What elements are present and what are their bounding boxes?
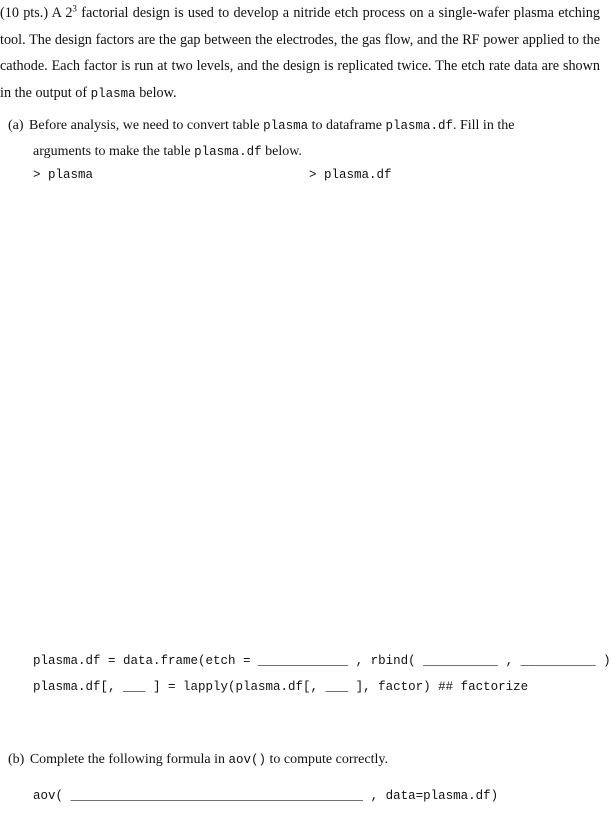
right-prompt: > plasma.df — [309, 168, 392, 182]
intro-text-c: below. — [135, 84, 177, 101]
part-a-text-2b: below. — [261, 144, 302, 159]
intro-text-a: A 2 — [48, 5, 73, 21]
aov-line — [33, 789, 498, 803]
part-b-code: aov() — [228, 753, 267, 767]
part-a-line1 — [8, 118, 514, 134]
code-line-1 — [33, 654, 611, 668]
part-a-text-1c: . Fill in the — [452, 118, 515, 133]
blank-rbind-1[interactable]: __________ — [423, 654, 499, 668]
points-label: (10 pts.) — [0, 5, 49, 21]
part-a-code-plasma-df: plasma.df — [385, 119, 453, 133]
code-1c: ) — [595, 654, 611, 668]
part-a-code-plasma-df-2: plasma.df — [194, 145, 262, 159]
part-b-label: (b) — [8, 752, 25, 767]
part-a-code-plasma: plasma — [263, 119, 309, 133]
code-2c: ], factor) ## factorize — [348, 680, 529, 694]
part-a-text-2a: arguments to make the table — [33, 144, 195, 159]
aov-b: , data=plasma.df) — [363, 789, 499, 803]
part-a-text-1a: Before analysis, we need to convert table — [29, 118, 264, 133]
blank-cols-1[interactable]: ___ — [123, 680, 146, 694]
code-line-2 — [33, 680, 528, 694]
intro-paragraph — [0, 0, 600, 107]
part-b-text-b: to compute correctly. — [266, 752, 388, 767]
part-a-label: (a) — [8, 118, 24, 133]
part-b-line — [8, 752, 388, 768]
aov-a: aov( — [33, 789, 71, 803]
code-2a: plasma.df[, — [33, 680, 124, 694]
blank-formula[interactable]: _______________________________________ — [70, 789, 364, 803]
part-b-text-a: Complete the following formula in — [29, 752, 229, 767]
part-a-text-1b: to dataframe — [308, 118, 386, 133]
blank-rbind-2[interactable]: __________ — [520, 654, 596, 668]
code-1b: , rbind( — [348, 654, 424, 668]
left-prompt: > plasma — [33, 168, 94, 182]
code-1a: plasma.df = data.frame(etch = — [33, 654, 259, 668]
part-a-line2 — [33, 144, 302, 160]
blank-etch[interactable]: ____________ — [258, 654, 349, 668]
intro-text-b: factorial design is used to develop a nitride etch process on a single-wafer plasma etching tool. The design factors are the gap between the electrodes, the gas flow, and the RF power applied to the cathode. Each factor is run at two levels, and the design is replicated twice. The etch rate data are shown in the output of — [0, 5, 600, 101]
blank-cols-2[interactable]: ___ — [325, 680, 349, 694]
intro-superscript: 3 — [72, 3, 77, 14]
intro-code: plasma — [90, 86, 136, 101]
code-2b: ] = lapply(plasma.df[, — [145, 680, 326, 694]
code-sep: , — [498, 654, 521, 668]
